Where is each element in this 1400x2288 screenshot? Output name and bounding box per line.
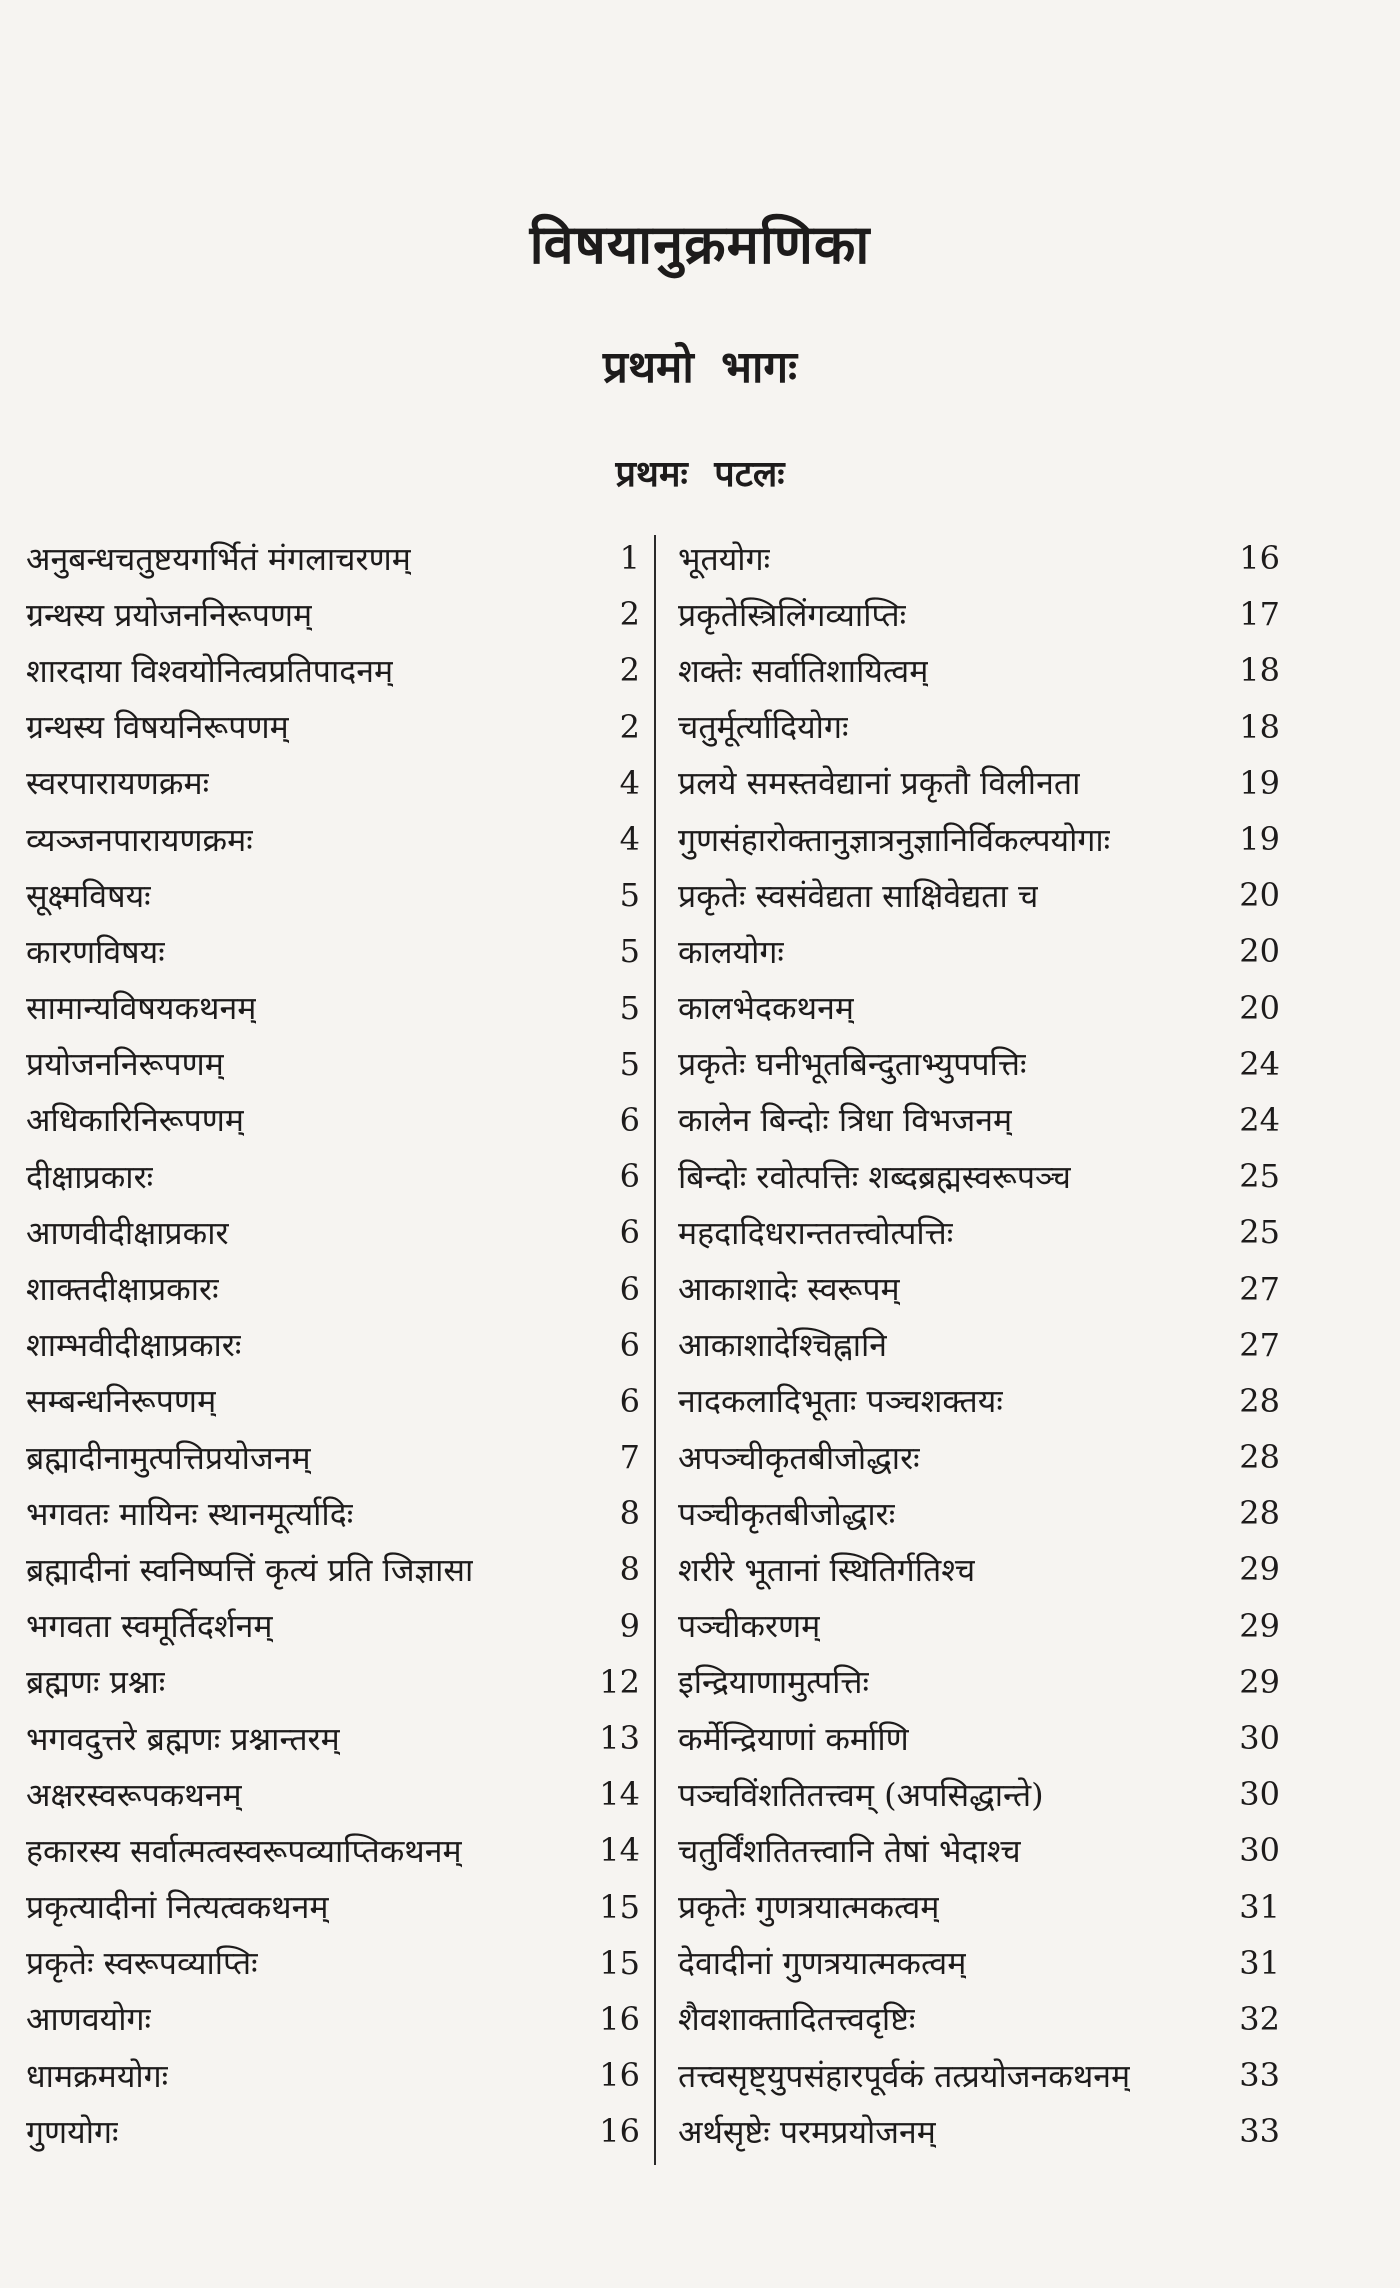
toc-entry-page: 32 bbox=[1239, 1999, 1280, 2038]
toc-entry-page: 28 bbox=[1239, 1494, 1280, 1533]
toc-entry-title: अर्थसृष्टेः परमप्रयोजनम् bbox=[678, 2112, 936, 2151]
toc-entry-page: 31 bbox=[1239, 1943, 1280, 1982]
toc-entry bbox=[678, 1598, 1280, 1654]
toc-entry bbox=[678, 1373, 1280, 1429]
toc-entry bbox=[26, 1541, 640, 1597]
toc-entry bbox=[26, 1092, 640, 1148]
toc-entry-page: 30 bbox=[1239, 1775, 1280, 1814]
toc-entry bbox=[26, 586, 640, 642]
toc-entry-title: ग्रन्थस्य विषयनिरूपणम् bbox=[26, 708, 289, 747]
toc-entry-page: 15 bbox=[599, 1887, 640, 1926]
toc-entry-title: पञ्चीकृतबीजोद्धारः bbox=[678, 1494, 896, 1533]
toc-entry-title: अपञ्चीकृतबीजोद्धारः bbox=[678, 1438, 920, 1477]
toc-entry bbox=[26, 642, 640, 698]
toc-entry bbox=[678, 2047, 1280, 2103]
toc-entry-page: 8 bbox=[619, 1550, 640, 1589]
toc-entry-title: आणवीदीक्षाप्रकार bbox=[26, 1213, 229, 1252]
toc-entry-page: 25 bbox=[1239, 1213, 1280, 1252]
toc-entry bbox=[26, 2103, 640, 2159]
toc-entry-title: स्वरपारायणक्रमः bbox=[26, 764, 210, 803]
toc-entry bbox=[678, 1541, 1280, 1597]
toc-entry-title: पञ्चविंशतितत्त्वम् (अपसिद्धान्ते) bbox=[678, 1775, 1044, 1814]
toc-entry bbox=[678, 1935, 1280, 1991]
toc-entry-page: 6 bbox=[619, 1381, 640, 1420]
toc-entry-title: प्रयोजननिरूपणम् bbox=[26, 1045, 224, 1084]
chapter-heading: प्रथमः पटलः bbox=[615, 453, 785, 495]
toc-entry-page: 30 bbox=[1239, 1719, 1280, 1758]
toc-entry-page: 27 bbox=[1239, 1269, 1280, 1308]
toc-entry-title: भूतयोगः bbox=[678, 539, 771, 578]
toc-entry bbox=[26, 1148, 640, 1204]
toc-entry-page: 1 bbox=[619, 539, 640, 578]
toc-entry bbox=[678, 755, 1280, 811]
toc-entry-title: धामक्रमयोगः bbox=[26, 2056, 169, 2095]
toc-entry-page: 6 bbox=[619, 1269, 640, 1308]
toc-entry-title: अक्षरस्वरूपकथनम् bbox=[26, 1775, 242, 1814]
toc-entry-page: 20 bbox=[1239, 988, 1280, 1027]
toc-entry-title: महदादिधरान्ततत्त्वोत्पत्तिः bbox=[678, 1213, 954, 1252]
toc-entry-title: देवादीनां गुणत्रयात्मकत्वम् bbox=[678, 1944, 967, 1983]
toc-entry-page: 28 bbox=[1239, 1438, 1280, 1477]
toc-entry-title: तत्त्वसृष्ट्युपसंहारपूर्वकं तत्प्रयोजनकथनम् bbox=[678, 2056, 1131, 2095]
toc-entry bbox=[26, 1879, 640, 1935]
toc-entry-page: 4 bbox=[619, 763, 640, 802]
toc-entry-page: 16 bbox=[599, 2056, 640, 2095]
toc-entry-page: 20 bbox=[1239, 932, 1280, 971]
toc-entry-title: आकाशादेश्चिह्नानि bbox=[678, 1326, 888, 1365]
toc-entry-page: 14 bbox=[599, 1775, 640, 1814]
toc-entry bbox=[678, 1148, 1280, 1204]
toc-entry-title: आकाशादेः स्वरूपम् bbox=[678, 1270, 900, 1309]
toc-entry-title: शरीरे भूतानां स्थितिर्गतिश्च bbox=[678, 1550, 976, 1589]
toc-entry-title: भगवदुत्तरे ब्रह्मणः प्रश्नान्तरम् bbox=[26, 1719, 340, 1758]
toc-entry bbox=[678, 2103, 1280, 2159]
toc-entry-page: 2 bbox=[619, 651, 640, 690]
toc-entry bbox=[678, 1710, 1280, 1766]
toc-entry-title: प्रकृत्यादीनां नित्यत्वकथनम् bbox=[26, 1888, 329, 1927]
toc-entry bbox=[26, 1935, 640, 1991]
toc-entry bbox=[26, 1373, 640, 1429]
toc-entry-page: 4 bbox=[619, 820, 640, 859]
toc-entry-page: 29 bbox=[1239, 1662, 1280, 1701]
toc-entry-title: भगवतः मायिनः स्थानमूर्त्यादिः bbox=[26, 1494, 354, 1533]
toc-entry bbox=[26, 1260, 640, 1316]
toc-entry-title: सामान्यविषयकथनम् bbox=[26, 989, 257, 1028]
toc-entry bbox=[678, 1204, 1280, 1260]
toc-entry-title: कालभेदकथनम् bbox=[678, 989, 854, 1028]
toc-entry bbox=[678, 1429, 1280, 1485]
toc-entry bbox=[26, 1204, 640, 1260]
toc-entry bbox=[26, 1822, 640, 1878]
toc-entry-title: आणवयोगः bbox=[26, 2000, 151, 2039]
toc-entry-title: प्रकृतेः स्वरूपव्याप्तिः bbox=[26, 1944, 258, 1983]
toc-entry bbox=[26, 1991, 640, 2047]
toc-entry bbox=[678, 530, 1280, 586]
toc-entry-title: व्यञ्जनपारायणक्रमः bbox=[26, 820, 253, 859]
toc-entry-title: शैवशाक्तादितत्त्वदृष्टिः bbox=[678, 2000, 916, 2039]
toc-left-column bbox=[26, 530, 640, 2159]
toc-entry-title: दीक्षाप्रकारः bbox=[26, 1157, 154, 1196]
toc-entry-title: चतुर्विंशतितत्त्वानि तेषां भेदाश्च bbox=[678, 1831, 1021, 1870]
toc-entry bbox=[26, 2047, 640, 2103]
toc-entry bbox=[678, 1317, 1280, 1373]
column-divider bbox=[654, 535, 656, 2165]
toc-entry-title: सम्बन्धनिरूपणम् bbox=[26, 1382, 217, 1421]
toc-entry-title: कारणविषयः bbox=[26, 932, 165, 971]
toc-entry-page: 13 bbox=[599, 1719, 640, 1758]
toc-entry-title: शारदाया विश्वयोनित्वप्रतिपादनम् bbox=[26, 651, 394, 690]
toc-entry-title: प्रकृतेः घनीभूतबिन्दुताभ्युपपत्तिः bbox=[678, 1045, 1027, 1084]
toc-entry bbox=[678, 1654, 1280, 1710]
toc-entry-title: अधिकारिनिरूपणम् bbox=[26, 1101, 245, 1140]
toc-entry-page: 8 bbox=[619, 1494, 640, 1533]
toc-entry-page: 14 bbox=[599, 1831, 640, 1870]
toc-entry-page: 5 bbox=[619, 932, 640, 971]
toc-entry-title: कालेन बिन्दोः त्रिधा विभजनम् bbox=[678, 1101, 1013, 1140]
toc-entry-page: 17 bbox=[1239, 595, 1280, 634]
toc-entry bbox=[26, 1429, 640, 1485]
toc-entry bbox=[26, 755, 640, 811]
toc-entry-page: 6 bbox=[619, 1157, 640, 1196]
toc-entry-page: 33 bbox=[1239, 2056, 1280, 2095]
toc-entry bbox=[678, 811, 1280, 867]
toc-entry bbox=[678, 923, 1280, 979]
toc-entry-page: 16 bbox=[1239, 539, 1280, 578]
toc-entry-title: कर्मेन्द्रियाणां कर्माणि bbox=[678, 1719, 909, 1758]
toc-entry bbox=[26, 1036, 640, 1092]
toc-entry bbox=[678, 1822, 1280, 1878]
toc-entry-page: 12 bbox=[599, 1662, 640, 1701]
toc-entry bbox=[678, 1260, 1280, 1316]
toc-entry bbox=[678, 586, 1280, 642]
toc-right-column bbox=[678, 530, 1280, 2159]
toc-entry-title: कालयोगः bbox=[678, 932, 784, 971]
toc-entry-title: शाम्भवीदीक्षाप्रकारः bbox=[26, 1326, 242, 1365]
toc-entry-page: 19 bbox=[1239, 820, 1280, 859]
toc-entry-title: शक्तेः सर्वातिशायित्वम् bbox=[678, 651, 929, 690]
toc-entry-title: प्रलये समस्तवेद्यानां प्रकृतौ विलीनता bbox=[678, 764, 1081, 803]
toc-entry-page: 29 bbox=[1239, 1550, 1280, 1589]
toc-entry-page: 2 bbox=[619, 595, 640, 634]
toc-entry-page: 2 bbox=[619, 707, 640, 746]
toc-entry-page: 25 bbox=[1239, 1157, 1280, 1196]
toc-entry-page: 6 bbox=[619, 1100, 640, 1139]
toc-entry-page: 16 bbox=[599, 2112, 640, 2151]
toc-entry-title: ग्रन्थस्य प्रयोजननिरूपणम् bbox=[26, 595, 313, 634]
toc-entry-page: 24 bbox=[1239, 1100, 1280, 1139]
toc-entry-page: 15 bbox=[599, 1943, 640, 1982]
toc-entry-title: प्रकृतेः स्वसंवेद्यता साक्षिवेद्यता च bbox=[678, 876, 1039, 915]
toc-entry bbox=[678, 1036, 1280, 1092]
toc-entry-title: शाक्तदीक्षाप्रकारः bbox=[26, 1270, 219, 1309]
toc-entry-page: 5 bbox=[619, 1044, 640, 1083]
toc-entry-page: 9 bbox=[619, 1606, 640, 1645]
toc-entry bbox=[678, 642, 1280, 698]
page-title: विषयानुक्रमणिका bbox=[529, 212, 871, 276]
toc-entry bbox=[678, 1766, 1280, 1822]
toc-entry bbox=[678, 980, 1280, 1036]
toc-entry-title: नादकलादिभूताः पञ्चशक्तयः bbox=[678, 1382, 1003, 1421]
toc-entry-page: 18 bbox=[1239, 651, 1280, 690]
toc-entry-page: 19 bbox=[1239, 763, 1280, 802]
toc-entry-page: 33 bbox=[1239, 2112, 1280, 2151]
toc-entry-title: गुणसंहारोक्तानुज्ञात्रनुज्ञानिर्विकल्पयोगाः bbox=[678, 820, 1111, 859]
toc-entry-page: 28 bbox=[1239, 1381, 1280, 1420]
toc-entry bbox=[678, 699, 1280, 755]
toc-entry bbox=[678, 867, 1280, 923]
toc-entry-title: इन्द्रियाणामुत्पत्तिः bbox=[678, 1663, 870, 1702]
toc-entry-page: 7 bbox=[619, 1438, 640, 1477]
toc-entry-page: 5 bbox=[619, 988, 640, 1027]
toc-entry bbox=[678, 1879, 1280, 1935]
toc-entry bbox=[678, 1991, 1280, 2047]
toc-entry-title: भगवता स्वमूर्तिदर्शनम् bbox=[26, 1607, 273, 1646]
toc-entry bbox=[26, 1654, 640, 1710]
toc-entry-title: प्रकृतेः गुणत्रयात्मकत्वम् bbox=[678, 1888, 940, 1927]
toc-entry bbox=[26, 530, 640, 586]
toc-entry-page: 6 bbox=[619, 1213, 640, 1252]
toc-entry-title: पञ्चीकरणम् bbox=[678, 1607, 821, 1646]
toc-entry-title: चतुर्मूर्त्यादियोगः bbox=[678, 708, 849, 747]
toc-entry-page: 6 bbox=[619, 1325, 640, 1364]
toc-entry-page: 31 bbox=[1239, 1887, 1280, 1926]
toc-entry-page: 27 bbox=[1239, 1325, 1280, 1364]
toc-entry-title: अनुबन्धचतुष्टयगर्भितं मंगलाचरणम् bbox=[26, 539, 411, 578]
toc-entry bbox=[26, 1317, 640, 1373]
toc-entry-title: ब्रह्मादीनामुत्पत्तिप्रयोजनम् bbox=[26, 1438, 311, 1477]
toc-entry-page: 20 bbox=[1239, 876, 1280, 915]
toc-entry bbox=[678, 1485, 1280, 1541]
toc-entry-page: 30 bbox=[1239, 1831, 1280, 1870]
toc-entry-title: सूक्ष्मविषयः bbox=[26, 876, 151, 915]
toc-entry bbox=[26, 867, 640, 923]
toc-entry-title: ब्रह्मादीनां स्वनिष्पत्तिं कृत्यं प्रति जिज्ञासा bbox=[26, 1550, 474, 1589]
toc-entry-page: 5 bbox=[619, 876, 640, 915]
toc-entry-page: 16 bbox=[599, 1999, 640, 2038]
toc-entry bbox=[26, 1485, 640, 1541]
toc-entry bbox=[26, 811, 640, 867]
toc-entry bbox=[26, 923, 640, 979]
toc-entry-title: प्रकृतेस्त्रिलिंगव्याप्तिः bbox=[678, 595, 907, 634]
toc-entry-page: 18 bbox=[1239, 707, 1280, 746]
part-heading: प्रथमो भागः bbox=[602, 342, 798, 393]
toc-entry bbox=[26, 980, 640, 1036]
toc-entry-title: ब्रह्मणः प्रश्नाः bbox=[26, 1663, 166, 1702]
toc-entry-page: 29 bbox=[1239, 1606, 1280, 1645]
toc-entry-title: हकारस्य सर्वात्मत्वस्वरूपव्याप्तिकथनम् bbox=[26, 1831, 462, 1870]
toc-entry bbox=[26, 1766, 640, 1822]
toc-entry-page: 24 bbox=[1239, 1044, 1280, 1083]
toc-entry-title: गुणयोगः bbox=[26, 2112, 119, 2151]
toc-entry-title: बिन्दोः रवोत्पत्तिः शब्दब्रह्मस्वरूपञ्च bbox=[678, 1157, 1071, 1196]
toc-entry bbox=[26, 1710, 640, 1766]
toc-entry bbox=[26, 699, 640, 755]
toc-entry bbox=[678, 1092, 1280, 1148]
toc-entry bbox=[26, 1598, 640, 1654]
